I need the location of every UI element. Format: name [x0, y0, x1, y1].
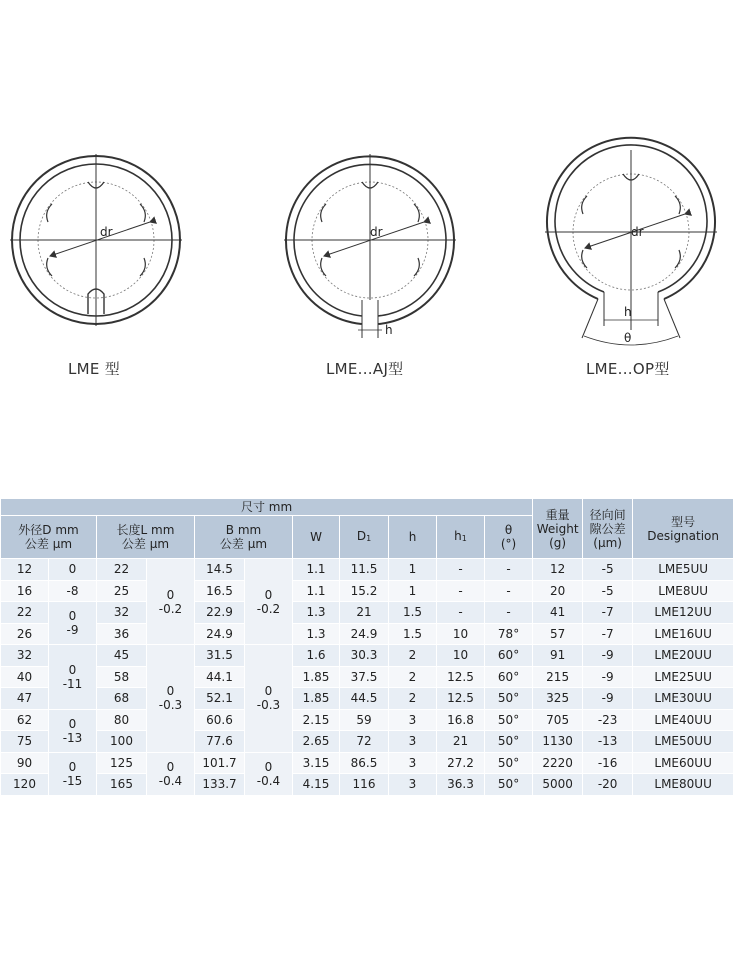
l-tol-group-2: 0 -0.3 — [147, 645, 195, 753]
dr-label-1: dr — [100, 225, 113, 239]
h-label-3: h — [624, 305, 632, 319]
diagram-lme — [10, 154, 182, 326]
table-row: 75 100 77.6 2.65 72 3 21 50° 1130 -13 LME50UU — [1, 731, 734, 753]
table-row: 12 0 22 0 -0.2 14.5 0 -0.2 1.1 11.5 1 - - 12 -5 LME5UU — [1, 559, 734, 581]
diagram-label-lme-op: LME...OP型 — [586, 360, 670, 378]
table-row: 47 68 52.1 1.85 44.5 2 12.5 50° 325 -9 LME30UU — [1, 688, 734, 710]
bearing-diagrams — [0, 0, 750, 400]
d-header: 外径D mm 公差 μm — [1, 516, 97, 559]
theta-header: θ (°) — [485, 516, 533, 559]
b-tol-group-3: 0 -0.4 — [245, 752, 293, 795]
h-label-2: h — [385, 323, 393, 337]
l-tol-group-1: 0 -0.2 — [147, 559, 195, 645]
h1-header: h1 — [437, 516, 485, 559]
b-tol-group-2: 0 -0.3 — [245, 645, 293, 753]
weight-header: 重量 Weight (g) — [533, 499, 583, 559]
designation-header: 型号 Designation — [633, 499, 734, 559]
d-tol-group-4: 0 -13 — [49, 709, 97, 752]
h-header: h — [389, 516, 437, 559]
table-row: 62 0 -13 80 60.6 2.15 59 3 16.8 50° 705 -23 LME40UU — [1, 709, 734, 731]
d-tol-group-5: 0 -15 — [49, 752, 97, 795]
d-tol-group-3: 0 -11 — [49, 645, 97, 710]
clearance-header: 径向间 隙公差 (μm) — [583, 499, 633, 559]
diagram-label-lme-aj: LME...AJ型 — [326, 360, 404, 378]
dr-label-2: dr — [370, 225, 383, 239]
table-row: 16 -8 25 16.5 1.1 15.2 1 - - 20 -5 LME8UU — [1, 580, 734, 602]
l-tol-group-3: 0 -0.4 — [147, 752, 195, 795]
l-header: 长度L mm 公差 μm — [97, 516, 195, 559]
theta-label-3: θ — [624, 331, 632, 345]
diagram-label-lme: LME 型 — [68, 360, 121, 378]
table-row: 32 0 -11 45 0 -0.3 31.5 0 -0.3 1.6 30.3 2 10 60° 91 -9 LME20UU — [1, 645, 734, 667]
table-row: 40 58 44.1 1.85 37.5 2 12.5 60° 215 -9 LME25UU — [1, 666, 734, 688]
table-row: 90 0 -15 125 0 -0.4 101.7 0 -0.4 3.15 86.5 3 27.2 50° 2220 -16 LME60UU — [1, 752, 734, 774]
w-header: W — [293, 516, 340, 559]
spec-table — [0, 498, 734, 796]
group-header: 尺寸 mm — [1, 499, 533, 516]
dr-label-3: dr — [631, 225, 644, 239]
bearing-diagram-svg — [0, 0, 750, 400]
b-tol-group-1: 0 -0.2 — [245, 559, 293, 645]
table-row: 120 165 133.7 4.15 116 3 36.3 50° 5000 -20 LME80UU — [1, 774, 734, 796]
table-row: 22 0 -9 32 22.9 1.3 21 1.5 - - 41 -7 LME12UU — [1, 602, 734, 624]
b-header: B mm 公差 μm — [195, 516, 293, 559]
d-tol-group-2: 0 -9 — [49, 602, 97, 645]
d1-header: D1 — [340, 516, 389, 559]
diagram-lme-aj — [284, 154, 456, 338]
table-row: 26 36 24.9 1.3 24.9 1.5 10 78° 57 -7 LME16UU — [1, 623, 734, 645]
